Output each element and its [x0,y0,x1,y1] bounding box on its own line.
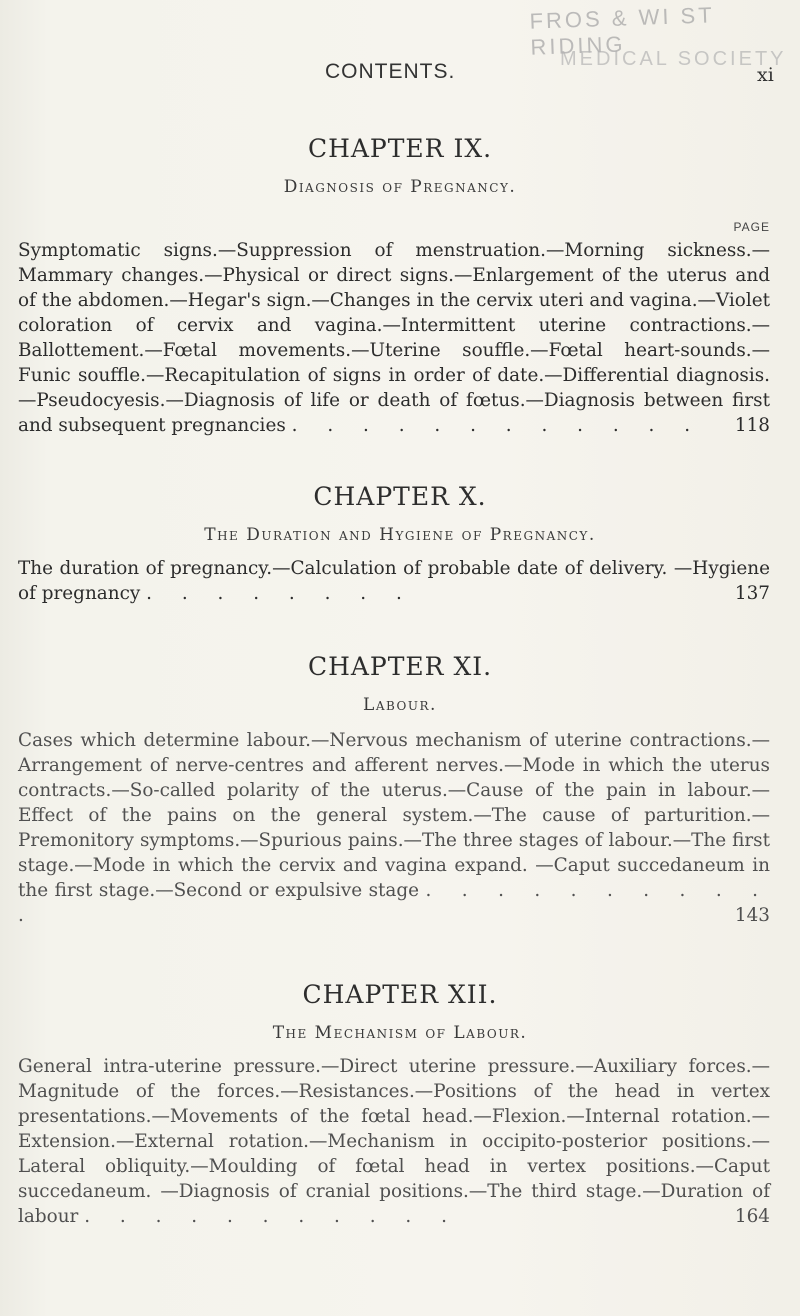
library-stamp-second-line: MEDICAL SOCIETY [560,48,787,70]
entry-text: The duration of pregnancy.—Calculation of probable date of delivery. —Hygiene of pregnancy . . . . . . . . [18,558,770,604]
chapter-heading-ix [0,134,800,197]
entry-text: Cases which determine labour.—Nervous mechanism of uterine contractions.—Arrangement of nerve-centres and afferent nerves.—Mode in which the uterus contracts.—So-called polarity of the uterus.—Cause of the pain in labour.—Effect of the pains on the general system.—The cause of parturition.—Premonitory symptoms.—Spurious pains.—The three stages of labour.—The first stage.—Mode in which the cervix and vagina expand. —Caput succedaneum in the first stage.—Second or expulsive stage . . . . . . . . . . . [18,730,770,926]
entry-page-number: 164 [734,1206,770,1227]
chapter-heading-x [0,482,800,545]
entry-page-number: 137 [734,583,770,604]
contents-entry-xii [18,1054,770,1229]
page-column-label: PAGE [733,220,770,234]
chapter-heading-xii [0,980,800,1043]
contents-entry-x [18,556,770,606]
chapter-title: CHAPTER IX. [307,134,493,163]
contents-entry-xi [18,728,770,928]
entry-text: Symptomatic signs.—Suppression of menstruation.—Morning sickness.—Mammary changes.—Physical or direct signs.—Enlargement of the uterus and of the abdomen.—Hegar's sign.—Changes in the cervix uteri and vagina.—Violet coloration of cervix and vagina.—Intermittent uterine contractions.—Ballottement.—Fœtal movements.—Uterine souffle.—Fœtal heart-sounds.—Funic souffle.—Recapitulation of signs in order of date.—Differential diagnosis.—Pseudocyesis.—Diagnosis of life or death of fœtus.—Diagnosis between first and subsequent pregnancies . . . . . . . . . . . . [18,240,770,436]
entry-body: Cases which determine labour.—Nervous mechanism of uterine contractions.—Arrangement of nerve-centres and afferent nerves.—Mode in which the uterus contracts.—So-called polarity of the uterus.—Cause of the pain in labour.—Effect of the pains on the general system.—The cause of parturition.—Premonitory symptoms.—Spurious pains.—The three stages of labour.—The first stage.—Mode in which the cervix and vagina expand. —Caput succedaneum in the first stage.—Second or expulsive stage [18,730,770,901]
entry-page-number: 118 [734,415,770,436]
library-stamp: FROS & WI ST RIDING [529,2,715,60]
chapter-subtitle: The Mechanism of Labour. [272,1023,528,1043]
chapter-title: CHAPTER X. [313,482,487,511]
contents-entry-ix [18,238,770,438]
running-title: CONTENTS. [325,60,456,83]
chapter-subtitle: Labour. [363,695,437,715]
chapter-subtitle: The Duration and Hygiene of Pregnancy. [204,525,596,545]
chapter-subtitle: Diagnosis of Pregnancy. [283,177,517,197]
chapter-title: CHAPTER XII. [302,980,498,1009]
entry-body: General intra-uterine pressure.—Direct uterine pressure.—Auxiliary forces.—Magnitude of the forces.—Resistances.—Positions of the head in vertex presentations.—Movements of the fœtal head.—Flexion.—Internal rotation.—Extension.—External rotation.—Mechanism in occipito-posterior positions.—Lateral obliquity.—Moulding of fœtal head in vertex positions.—Caput succedaneum. —Diagnosis of cranial positions.—The third stage.—Duration of labour [18,1056,770,1227]
chapter-heading-xi [0,652,800,715]
running-head [0,60,800,90]
page-number: xi [757,64,774,86]
entry-page-number: 143 [734,905,770,926]
entry-body: The duration of pregnancy.—Calculation of probable date of delivery. —Hygiene of pregnancy [18,558,770,604]
entry-text: General intra-uterine pressure.—Direct uterine pressure.—Auxiliary forces.—Magnitude of the forces.—Resistances.—Positions of the head in vertex presentations.—Movements of the fœtal head.—Flexion.—Internal rotation.—Extension.—External rotation.—Mechanism in occipito-posterior positions.—Lateral obliquity.—Moulding of fœtal head in vertex positions.—Caput succedaneum. —Diagnosis of cranial positions.—The third stage.—Duration of labour . . . . . . . . . . . [18,1056,770,1227]
entry-body: Symptomatic signs.—Suppression of menstruation.—Morning sickness.—Mammary changes.—Physical or direct signs.—Enlargement of the uterus and of the abdomen.—Hegar's sign.—Changes in the cervix uteri and vagina.—Violet coloration of cervix and vagina.—Intermittent uterine contractions.—Ballottement.—Fœtal movements.—Uterine souffle.—Fœtal heart-sounds.—Funic souffle.—Recapitulation of signs in order of date.—Differential diagnosis.—Pseudocyesis.—Diagnosis of life or death of fœtus.—Diagnosis between first and subsequent pregnancies [18,240,770,436]
chapter-title: CHAPTER XI. [307,652,493,681]
